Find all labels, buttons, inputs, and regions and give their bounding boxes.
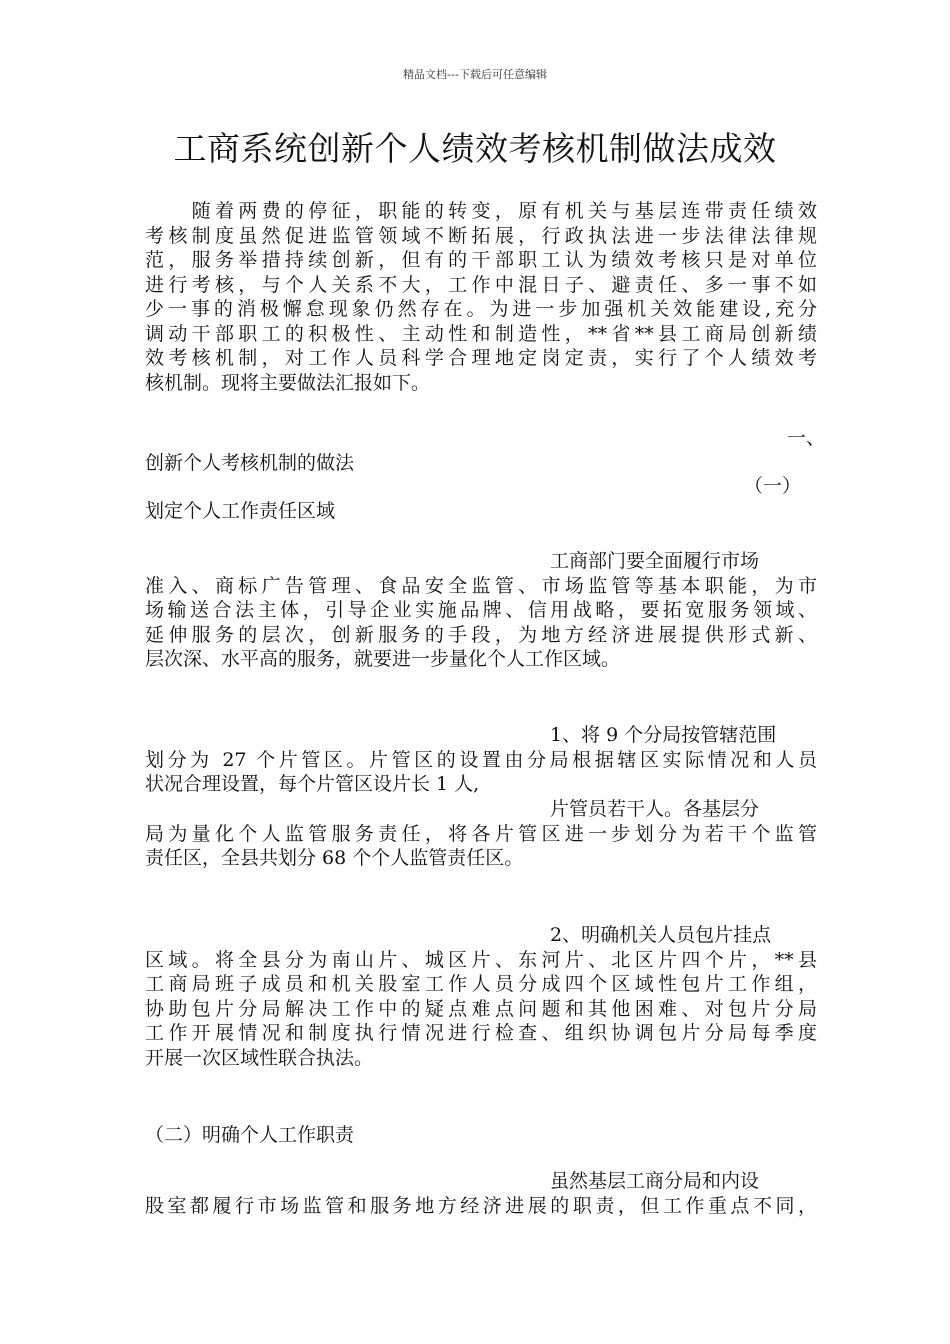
text-line: 效考核机制，对工作人员科学合理地定岗定责，实行了个人绩效考 xyxy=(145,347,817,369)
paragraph-item-1-continued xyxy=(145,797,817,871)
text-line: 片管员若干人。各基层分 xyxy=(550,798,760,820)
paragraph-duties xyxy=(145,1169,817,1218)
text-line: 局为量化个人监管服务责任，将各片管区进一步划分为若干个监管 xyxy=(145,822,817,845)
paragraph-item-1 xyxy=(145,723,817,797)
text-line: 工商局班子成员和机关股室工作人员分成四个区域性包片工作组， xyxy=(145,973,817,995)
text-line: 调动干部职工的积极性、主动性和制造性，**省**县工商局创新绩 xyxy=(145,322,817,345)
paragraph-responsibility-area xyxy=(145,549,817,672)
text-line: 1、将 9 个分局按管辖范围 xyxy=(550,724,777,746)
text-line: 核机制。现将主要做法汇报如下。 xyxy=(145,371,431,394)
text-line: 划分为 27 个片管区。片管区的设置由分局根据辖区实际情况和人员 xyxy=(145,748,817,771)
text-line: 开展一次区域性联合执法。 xyxy=(145,1046,374,1069)
text-line: 场输送合法主体，引导企业实施品牌、信用战略，要拓宽服务领域、 xyxy=(145,599,817,621)
text-line: 区域。将全县分为南山片、城区片、东河片、北区片四个片，**县 xyxy=(145,948,817,971)
text-line: 责任区，全县共划分 68 个个人监管责任区。 xyxy=(145,847,524,869)
text-line: 准入、商标广告管理、食品安全监管、市场监管等基本职能，为市 xyxy=(145,574,817,597)
text-line: 少一事的消极懈怠现象仍然存在。为进一步加强机关效能建设,充分 xyxy=(145,298,817,320)
document-title: 工商系统创新个人绩效考核机制做法成效 xyxy=(173,129,777,168)
page-header: 精品文档---下载后可任意编辑 xyxy=(403,68,547,81)
section-1-number: 一、 xyxy=(786,427,825,449)
paragraph-item-2 xyxy=(145,923,817,1070)
text-line: 进行考核，与个人关系不大，工作中混日子、避责任、多一事不如 xyxy=(145,273,817,296)
intro-paragraph xyxy=(145,199,817,395)
text-line: 层次深、水平高的服务，就要进一步量化个人工作区域。 xyxy=(145,648,621,670)
text-line: 协助包片分局解决工作中的疑点难点问题和其他困难、对包片分局 xyxy=(145,997,817,1020)
text-line: 虽然基层工商分局和内设 xyxy=(550,1170,760,1192)
text-line: 2、明确机关人员包片挂点 xyxy=(550,924,772,946)
section-1-heading: 创新个人考核机制的做法 xyxy=(145,452,355,474)
subsection-2-heading: （二）明确个人工作职责 xyxy=(145,1124,355,1146)
subsection-1-heading: 划定个人工作责任区域 xyxy=(145,500,336,522)
text-line: 工商部门要全面履行市场 xyxy=(550,550,760,572)
text-line: 考核制度虽然促进监管领域不断拓展，行政执法进一步法律法律规 xyxy=(145,224,817,247)
text-line: 状况合理设置，每个片管区设片长 1 人, xyxy=(145,773,480,795)
text-line: 范，服务举措持续创新，但有的干部职工认为绩效考核只是对单位 xyxy=(145,249,817,271)
text-line: 股室都履行市场监管和服务地方经济进展的职责，但工作重点不同， xyxy=(145,1194,817,1217)
text-line: 随着两费的停征，职能的转变，原有机关与基层连带责任绩效 xyxy=(145,200,817,222)
text-line: 延伸服务的层次，创新服务的手段，为地方经济进展提供形式新、 xyxy=(145,623,817,646)
subsection-1-number: （一） xyxy=(743,475,801,497)
text-line: 工作开展情况和制度执行情况进行检查、组织协调包片分局每季度 xyxy=(145,1022,817,1044)
